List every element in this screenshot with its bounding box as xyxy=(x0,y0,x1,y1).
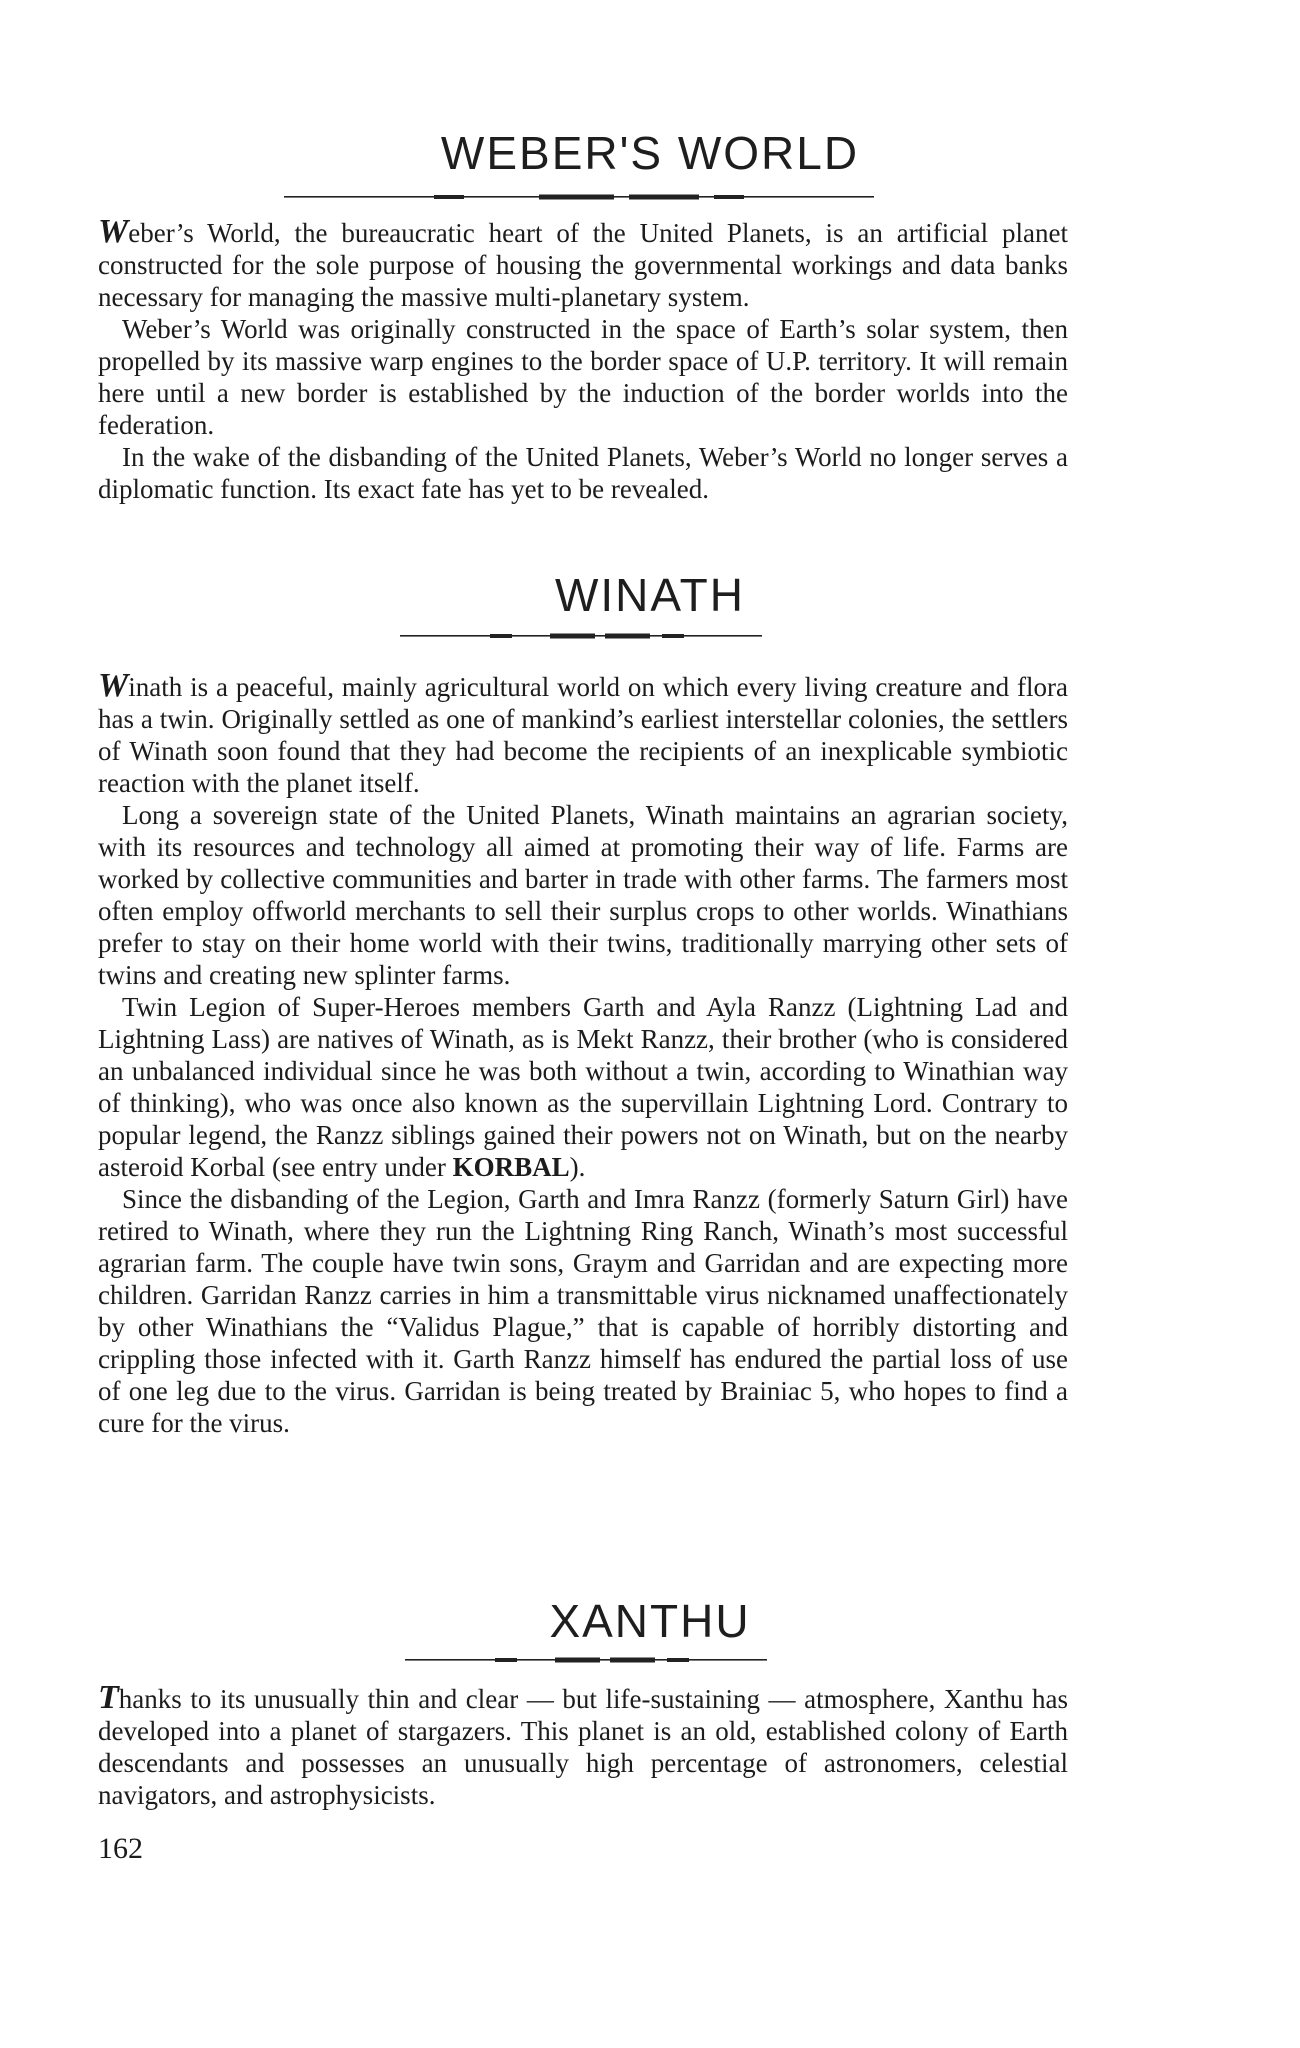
section-title-webers-world: WEBER'S WORLD xyxy=(440,127,860,179)
paragraph: Since the disbanding of the Legion, Garth and Imra Ranzz (formerly Saturn Girl) have retired to Winath, where they run the Lightning Ring Ranch, Winath’s most successful agrarian farm. The couple have twin sons, Graym and Garridan and are expecting more children. Garridan Ranzz carries in him a transmittable virus nicknamed unaffectionately by other Winathians the “Validus Plague,” that is capable of horribly distorting and crippling those infected with it. Garth Ranzz himself has endured the partial loss of use of one leg due to the virus. Garridan is being treated by Brainiac 5, who hopes to find a cure for the virus. xyxy=(98,1184,1068,1438)
section-divider xyxy=(405,1657,767,1660)
section-body-xanthu xyxy=(98,1679,1068,1811)
paragraph xyxy=(98,1679,1068,1811)
paragraph-text: eber’s World, the bureaucratic heart of the United Planets, is an artificial planet constructed for the sole purpose of housing the governmental workings and data banks necessary for managing the massive multi-planetary system. xyxy=(98,218,1068,312)
section-title-winath: WINATH xyxy=(554,569,745,621)
section-body-webers-world xyxy=(98,213,1068,505)
section-body-winath xyxy=(98,667,1068,1439)
paragraph: Long a sovereign state of the United Planets, Winath maintains an agrarian society, with its resources and technology all aimed at promoting their way of life. Farms are worked by collective communities and barter in trade with other farms. The farmers most often employ offworld merchants to sell their surplus crops to other worlds. Winathians prefer to stay on their home world with their twins, traditionally marrying other sets of twins and creating new splinter farms. xyxy=(98,800,1068,990)
paragraph xyxy=(98,667,1068,799)
paragraph-text: ). xyxy=(569,1152,586,1182)
section-divider xyxy=(284,194,874,197)
paragraph: Weber’s World was originally constructed in the space of Earth’s solar system, then propelled by its massive warp engines to the border space of U.P. territory. It will remain here until a new border is established by the induction of the border worlds into the federation. xyxy=(98,314,1068,440)
cross-reference: KORBAL xyxy=(452,1152,570,1182)
paragraph-text: inath is a peaceful, mainly agricultural world on which every living creature and flora has a twin. Originally settled as one of mankind’s earliest interstellar colonies, the settlers of Winath soon found that they had become the recipients of an inexplicable symbiotic reaction with the planet itself. xyxy=(98,672,1068,798)
drop-cap: T xyxy=(98,1679,119,1716)
paragraph xyxy=(98,991,1068,1183)
section-title-xanthu: XANTHU xyxy=(549,1595,751,1647)
paragraph: In the wake of the disbanding of the United Planets, Weber’s World no longer serves a diplomatic function. Its exact fate has yet to be revealed. xyxy=(98,442,1068,504)
section-divider xyxy=(400,633,762,636)
drop-cap: W xyxy=(98,667,129,704)
page-number: 162 xyxy=(98,1832,143,1865)
paragraph-text: Twin Legion of Super-Heroes members Garth and Ayla Ranzz (Lightning Lad and Lightning Lass) are natives of Winath, as is Mekt Ranzz, their brother (who is considered an unbalanced individual since he was both without a twin, according to Winathian way of thinking), who was once also known as the supervillain Lightning Lord. Contrary to popular legend, the Ranzz siblings gained their powers not on Winath, but on the nearby asteroid Korbal (see entry under xyxy=(98,992,1068,1182)
paragraph-text: hanks to its unusually thin and clear — but life-sustaining — atmosphere, Xanthu has developed into a planet of stargazers. This planet is an old, established colony of Earth descendants and possesses an unusually high percentage of astronomers, celestial navigators, and astrophysicists. xyxy=(98,1684,1068,1810)
drop-cap: W xyxy=(98,213,129,250)
paragraph xyxy=(98,213,1068,313)
